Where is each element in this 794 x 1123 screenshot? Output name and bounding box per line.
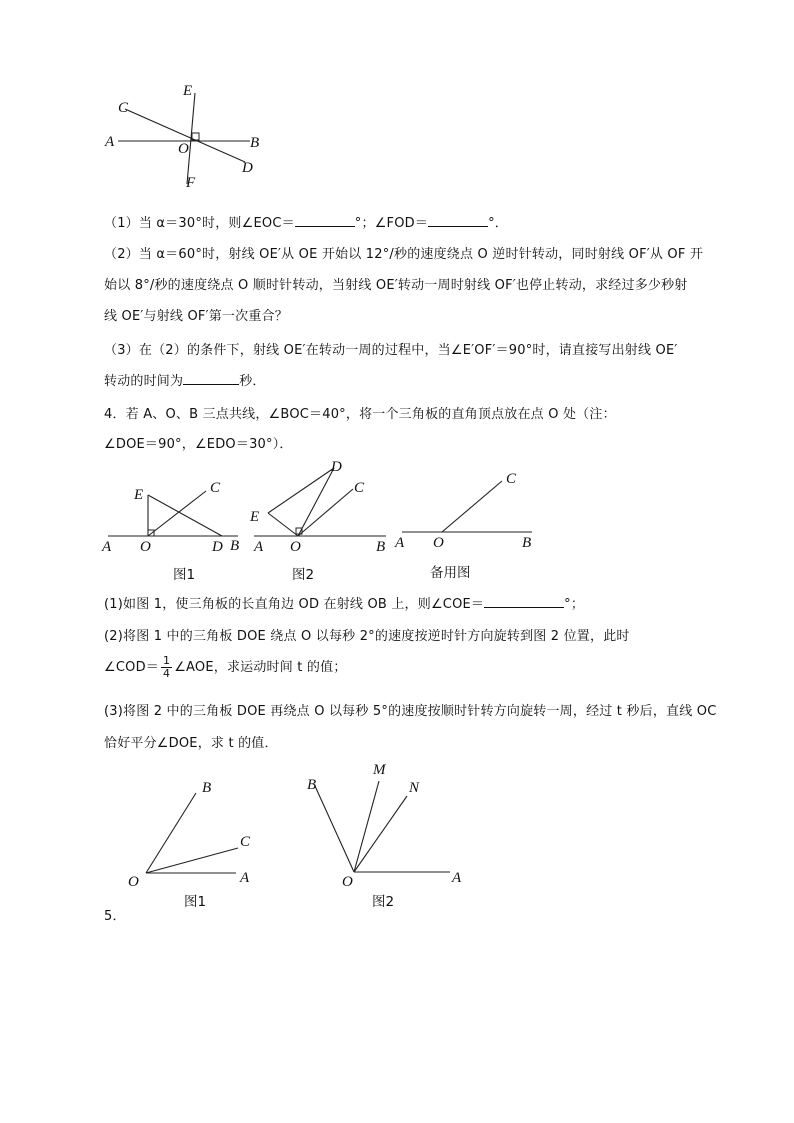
label-A: A [105,134,115,150]
label-B: B [250,135,260,151]
p4-question-2-line-2: ∠COD＝ $\frac{1}{4}$ ∠AOE，求运动时间 t 的值； [104,654,347,680]
p4-figure-2 [246,455,396,585]
label-F: F [186,175,196,191]
fig2-label-C: C [354,480,365,496]
fig1-label-C: C [210,480,221,496]
p5-fig1-label-C: C [240,834,251,850]
p4-stem-line-1: 4．若 A、O、B 三点共线，∠BOC＝40°，将一个三角板的直角顶点放在点 O 处（注： [104,407,616,422]
p5-fig1-label-B: B [202,780,212,796]
fig2-label-E: E [250,509,260,525]
p4-question-3-line-1: (3)将图 2 中的三角板 DOE 再绕点 O 以每秒 5°的速度按顺时针转方向旋转一周，经过 t 秒后，直线 OC [104,704,717,719]
fraction-one-quarter: $\frac{1}{4}$ [162,654,171,680]
p5-fig2-label-B: B [307,777,317,793]
label-O: O [178,141,189,157]
p5-fig1-label-O: O [128,874,139,890]
p5-number: 5． [104,909,126,924]
fig1-caption: 图1 [173,567,196,583]
fig3-label-B: B [522,535,532,551]
p5-fig2-label-M: M [373,762,386,778]
p4-question-1: (1)如图 1，使三角板的长直角边 OD 在射线 OB 上，则∠COE＝ °； [104,597,585,612]
fig3-caption: 备用图 [430,565,471,581]
p4-question-2-line-1: (2)将图 1 中的三角板 DOE 绕点 O 以每秒 2°的速度按逆时针方向旋转到图 2 位置，此时 [104,629,630,644]
p3-question-3-line-1: （3）在（2）的条件下，射线 OE′在转动一周的过程中，当∠E′OF′＝90°时，请直接写出射线 OE′ [104,343,678,358]
p5-fig2-label-A: A [452,870,462,886]
fig2-label-A: A [254,539,264,555]
fig2-label-B: B [376,539,386,555]
label-C: C [118,100,129,116]
p4-question-3-line-2: 恰好平分∠DOE，求 t 的值． [104,736,278,751]
p3-question-2-line-3: 线 OE′与射线 OF′第一次重合？ [104,309,288,324]
p3-question-2-line-1: （2）当 α＝60°时，射线 OE′从 OE 开始以 12°/秒的速度绕点 O 逆时针转动，同时射线 OF′从 OF 开 [104,247,704,262]
figure-intersecting-lines [100,80,280,192]
p4-stem-line-2: ∠DOE＝90°，∠EDO＝30°）． [104,437,293,452]
label-E: E [183,83,193,99]
fig2-caption: 图2 [292,567,315,583]
fig3-label-C: C [506,471,517,487]
p3-question-1: （1）当 α＝30°时，则∠EOC＝ °；∠FOD＝ °． [104,216,508,231]
fig1-label-D: D [212,539,223,555]
p5-figure-1 [122,770,262,915]
fig1-label-B: B [230,538,240,554]
p5-fig2-label-O: O [342,874,353,890]
p5-fig2-caption: 图2 [372,894,395,910]
p3-question-3-line-2: 转动的时间为 秒． [104,374,266,389]
label-D: D [242,160,253,176]
p5-fig1-caption: 图1 [184,894,207,910]
fig3-label-O: O [433,535,444,551]
fig2-label-D: D [331,459,342,475]
fig1-label-O: O [140,539,151,555]
fig1-label-E: E [134,487,144,503]
fig1-label-A: A [102,539,112,555]
p5-fig1-label-A: A [240,870,250,886]
p5-fig2-label-N: N [409,780,420,796]
p3-question-2-line-2: 始以 8°/秒的速度绕点 O 顺时针转动，当射线 OE′转动一周时射线 OF′也停止转动，求经过多少秒射 [104,278,688,293]
fig3-label-A: A [395,535,405,551]
p4-figure-1 [98,475,248,585]
p4-figure-backup [390,465,550,585]
fig2-label-O: O [290,539,301,555]
p5-figure-2 [300,755,470,915]
